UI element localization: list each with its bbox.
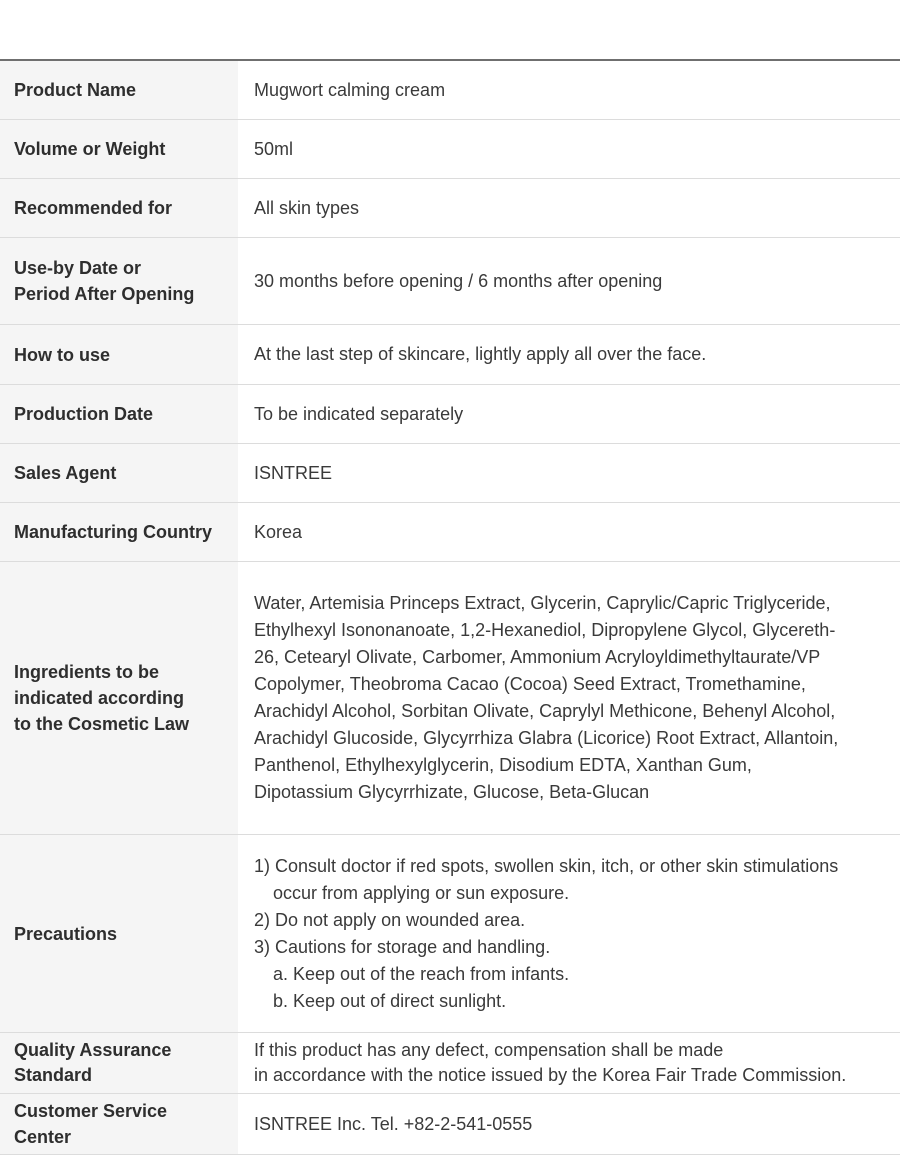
table-row-product-name <box>0 61 900 120</box>
table-row-precautions <box>0 835 900 1033</box>
row-label: Recommended for <box>0 179 238 237</box>
row-value: Mugwort calming cream <box>254 79 446 100</box>
product-info-table <box>0 59 900 1155</box>
precaution-line: occur from applying or sun exposure. <box>273 882 570 903</box>
table-row-sales-agent <box>0 444 900 503</box>
table-row-recommended-for <box>0 179 900 238</box>
precaution-list <box>254 853 838 1015</box>
table-row-volume <box>0 120 900 179</box>
row-value: ISNTREE Inc. Tel. +82-2-541-0555 <box>254 1113 533 1134</box>
row-label: Product Name <box>0 61 238 119</box>
table-row-ingredients <box>0 562 900 835</box>
row-label: Use-by Date or Period After Opening <box>0 238 238 324</box>
row-value: ISNTREE <box>254 462 333 483</box>
row-value: 30 months before opening / 6 months after opening <box>254 270 663 291</box>
precaution-line: b. Keep out of direct sunlight. <box>273 990 507 1011</box>
row-label: Precautions <box>0 835 238 1032</box>
table-row-how-to-use <box>0 325 900 385</box>
table-row-quality-assurance <box>0 1033 900 1094</box>
row-value: All skin types <box>254 197 360 218</box>
table-row-manufacturing-country <box>0 503 900 562</box>
row-value: 50ml <box>254 138 294 159</box>
row-label: Sales Agent <box>0 444 238 502</box>
precaution-line: 3) Cautions for storage and handling. <box>254 936 551 957</box>
quality-line: If this product has any defect, compensation shall be made <box>254 1040 724 1060</box>
row-value <box>238 1033 900 1093</box>
ingredients-list: Water, Artemisia Princeps Extract, Glycerin, Caprylic/Capric Triglyceride, Ethylhexyl Isononanoate, 1,2-Hexanediol, Dipropylene Glycol, Glycereth-26, Cetearyl Olivate, Carbomer, Ammonium Acryloyldimethyltaurate/VP Copolymer, Theobroma Cacao (Cocoa) Seed Extract, Tromethamine, Arachidyl Alcohol, Sorbitan Olivate, Caprylyl Methicone, Behenyl Alcohol, Arachidyl Glucoside, Glycyrrhiza Glabra (Licorice) Root Extract, Allantoin, Panthenol, Ethylhexylglycerin, Disodium EDTA, Xanthan Gum, Dipotassium Glycyrrhizate, Glucose, Beta-Glucan <box>254 593 839 802</box>
row-label: Volume or Weight <box>0 120 238 178</box>
table-row-production-date <box>0 385 900 444</box>
precaution-line: a. Keep out of the reach from infants. <box>273 963 570 984</box>
row-value: To be indicated separately <box>254 403 464 424</box>
table-row-use-by-date <box>0 238 900 325</box>
row-value: At the last step of skincare, lightly apply all over the face. <box>254 344 707 364</box>
quality-assurance-text <box>254 1038 846 1088</box>
row-label: Ingredients to be indicated according to the Cosmetic Law <box>0 562 238 834</box>
row-label: Production Date <box>0 385 238 443</box>
row-value: Korea <box>254 521 303 542</box>
row-label: How to use <box>0 325 238 384</box>
row-label: Quality Assurance Standard <box>0 1033 238 1093</box>
row-label: Manufacturing Country <box>0 503 238 561</box>
row-label: Customer Service Center <box>0 1094 238 1154</box>
row-value <box>238 835 900 1032</box>
precaution-line: 1) Consult doctor if red spots, swollen skin, itch, or other skin stimulations <box>254 855 839 876</box>
table-row-customer-service <box>0 1094 900 1155</box>
precaution-line: 2) Do not apply on wounded area. <box>254 909 526 930</box>
quality-line: in accordance with the notice issued by the Korea Fair Trade Commission. <box>254 1065 847 1085</box>
